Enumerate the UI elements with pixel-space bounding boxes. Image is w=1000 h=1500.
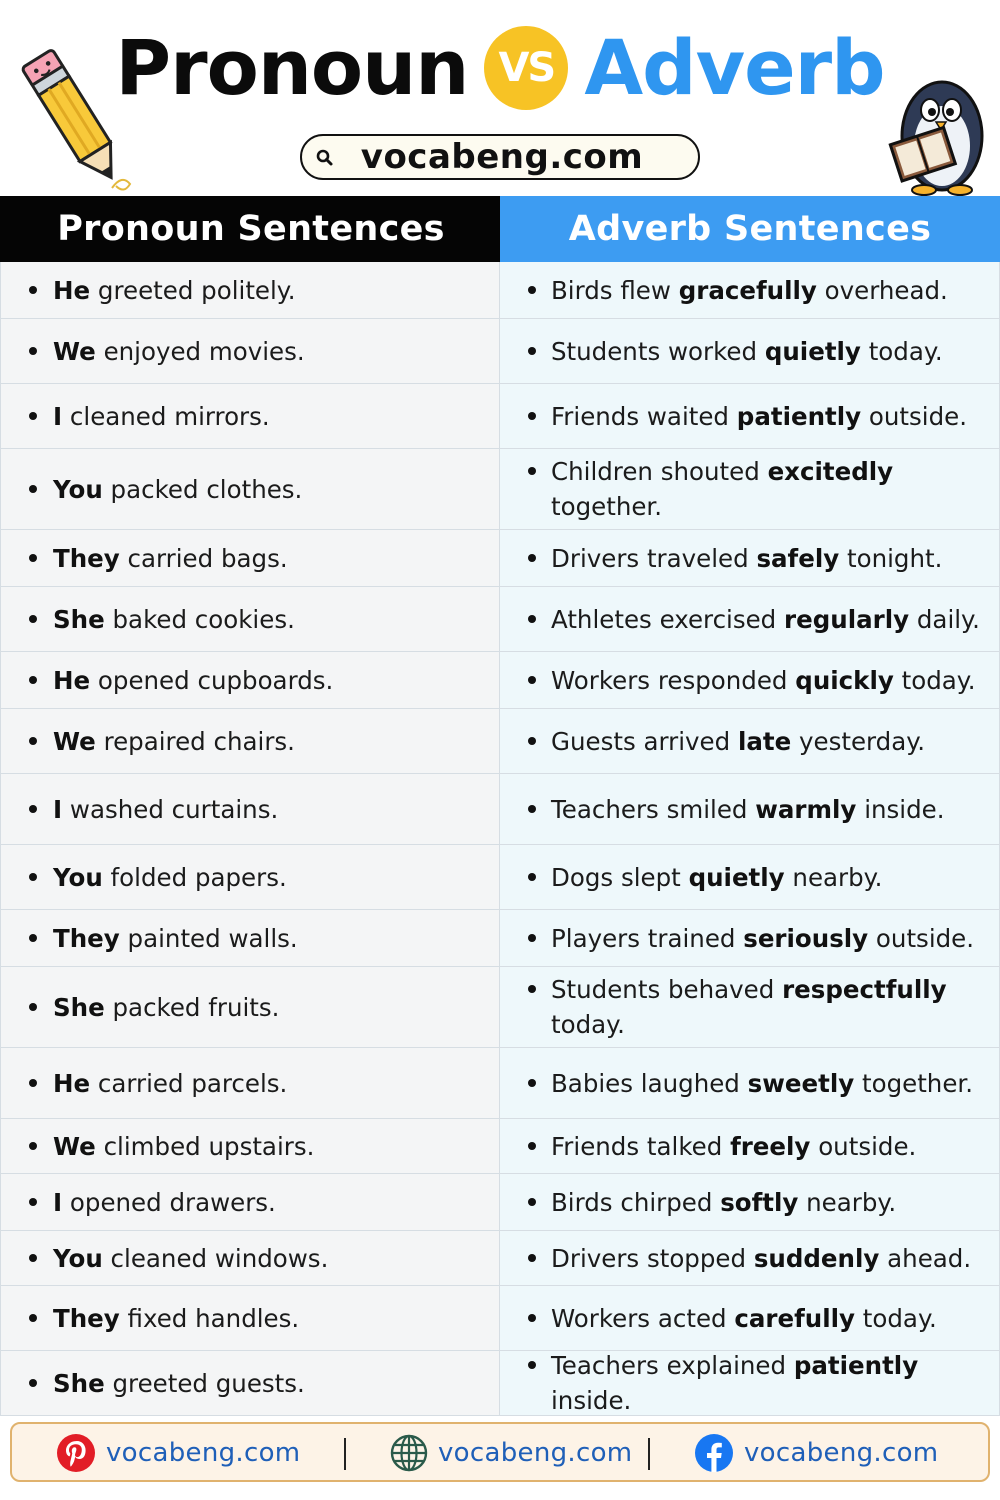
adverb-word: quietly (688, 862, 785, 892)
pronoun-word: He (53, 1068, 91, 1098)
adverb-sentence-cell (500, 967, 1000, 1047)
adverb-sentence-end: outside. (810, 1131, 917, 1161)
pronoun-sentence-text (53, 1366, 305, 1401)
title-pronoun: Pronoun (115, 23, 469, 112)
pronoun-sentence-cell (0, 384, 500, 448)
pronoun-word: I (53, 401, 63, 431)
adverb-sentence-cell (500, 1231, 1000, 1285)
table-row (0, 1231, 1000, 1286)
pronoun-sentence-rest: packed fruits. (104, 992, 280, 1022)
title-adverb: Adverb (584, 23, 885, 112)
adverb-sentence-text (551, 1185, 896, 1220)
adverb-sentence-end: together. (854, 1068, 974, 1098)
adverb-sentence-start: Students worked (551, 336, 765, 366)
adverb-word: quietly (764, 336, 861, 366)
pronoun-word: They (53, 923, 120, 953)
adverb-sentence-cell (500, 845, 1000, 909)
pronoun-sentence-text (53, 1129, 314, 1164)
pronoun-sentence-rest: greeted guests. (104, 1368, 305, 1398)
adverb-sentence-cell (500, 1119, 1000, 1173)
pronoun-sentence-rest: enjoyed movies. (95, 336, 305, 366)
pronoun-word: He (53, 665, 91, 695)
table-row (0, 319, 1000, 384)
adverb-sentence-cell (500, 530, 1000, 586)
globe-icon (390, 1434, 428, 1472)
pronoun-word: We (53, 336, 96, 366)
adverb-sentence-text (551, 972, 991, 1042)
pronoun-sentence-text (53, 1185, 276, 1220)
pronoun-word: They (53, 1303, 120, 1333)
adverb-sentence-start: Students behaved (551, 975, 783, 1004)
adverb-sentence-text (551, 792, 945, 827)
adverb-sentence-end: ahead. (879, 1243, 972, 1273)
pronoun-word: I (53, 1187, 63, 1217)
pronoun-sentence-cell (0, 1048, 500, 1118)
pronoun-word: She (53, 604, 105, 634)
adverb-sentence-text (551, 1301, 937, 1336)
adverb-sentence-start: Drivers stopped (551, 1243, 754, 1273)
adverb-sentence-start: Birds chirped (551, 1187, 721, 1217)
table-row (0, 587, 1000, 652)
adverb-word: sweetly (747, 1068, 855, 1098)
footer-web-link[interactable] (390, 1434, 632, 1472)
facebook-icon (694, 1433, 734, 1473)
adverb-word: excitedly (767, 457, 894, 486)
page-header (0, 0, 1000, 196)
table-row (0, 652, 1000, 709)
adverb-sentence-start: Drivers traveled (551, 543, 757, 573)
pronoun-sentence-text (53, 1301, 299, 1336)
adverb-word: seriously (743, 923, 869, 953)
pronoun-sentence-rest: carried bags. (119, 543, 288, 573)
footer-pinterest-link[interactable] (56, 1434, 300, 1472)
adverb-sentence-end: daily. (909, 604, 980, 634)
adverb-sentence-text (551, 541, 942, 576)
pronoun-word: You (53, 1243, 103, 1273)
adverb-word: regularly (784, 604, 910, 634)
table-row (0, 845, 1000, 910)
pronoun-sentence-rest: repaired chairs. (95, 726, 295, 756)
pronoun-word: We (53, 726, 96, 756)
pronoun-sentence-rest: cleaned windows. (102, 1243, 329, 1273)
table-row (0, 910, 1000, 967)
adverb-word: patiently (793, 1351, 919, 1380)
adverb-sentence-start: Guests arrived (551, 726, 738, 756)
adverb-word: late (737, 726, 792, 756)
adverb-sentence-cell (500, 587, 1000, 651)
adverb-sentence-text (551, 1129, 916, 1164)
adverb-sentence-text (551, 860, 882, 895)
vs-badge: VS (484, 26, 568, 110)
adverb-sentence-start: Friends waited (551, 401, 737, 431)
footer-facebook-text: vocabeng.com (744, 1438, 939, 1468)
adverb-sentence-end: today. (893, 665, 976, 695)
adverb-word: warmly (755, 794, 857, 824)
adverb-sentence-text (551, 1241, 971, 1276)
pronoun-sentence-text (53, 602, 295, 637)
adverb-word: safely (756, 543, 840, 573)
pronoun-word: She (53, 1368, 105, 1398)
table-row (0, 530, 1000, 587)
pronoun-sentence-rest: washed curtains. (62, 794, 279, 824)
adverb-sentence-cell (500, 1174, 1000, 1230)
adverb-sentence-start: Players trained (551, 923, 744, 953)
adverb-sentence-end: today. (855, 1303, 937, 1333)
pronoun-sentence-text (53, 472, 302, 507)
pronoun-word: They (53, 543, 120, 573)
pronoun-word: I (53, 794, 63, 824)
table-row (0, 1174, 1000, 1231)
adverb-sentence-cell (500, 910, 1000, 966)
pronoun-sentence-rest: opened drawers. (62, 1187, 276, 1217)
adverb-sentence-cell (500, 449, 1000, 529)
table-row (0, 967, 1000, 1048)
pronoun-sentence-rest: painted walls. (119, 923, 298, 953)
pronoun-sentence-cell (0, 845, 500, 909)
pronoun-sentence-text (53, 724, 295, 759)
pronoun-sentence-rest: opened cupboards. (90, 665, 334, 695)
pronoun-sentence-rest: climbed upstairs. (95, 1131, 315, 1161)
pronoun-sentence-text (53, 921, 298, 956)
adverb-word: freely (730, 1131, 811, 1161)
pronoun-sentence-text (53, 1241, 328, 1276)
adverb-sentence-cell (500, 652, 1000, 708)
column-header-pronoun: Pronoun Sentences (0, 196, 500, 262)
penguin-reading-icon (880, 66, 992, 196)
adverb-sentence-text (551, 724, 925, 759)
adverb-sentence-cell (500, 319, 1000, 383)
search-icon (314, 147, 336, 169)
adverb-sentence-text (551, 663, 976, 698)
pronoun-word: She (53, 992, 105, 1022)
pronoun-sentence-cell (0, 910, 500, 966)
adverb-sentence-end: inside. (856, 794, 945, 824)
site-search-pill[interactable] (300, 134, 700, 180)
adverb-sentence-start: Children shouted (551, 457, 768, 486)
adverb-sentence-end: today. (860, 336, 943, 366)
pronoun-sentence-cell (0, 774, 500, 844)
adverb-sentence-start: Babies laughed (551, 1068, 748, 1098)
adverb-sentence-end: today. (551, 975, 955, 1039)
adverb-sentence-start: Teachers explained (551, 1351, 794, 1380)
pronoun-sentence-cell (0, 587, 500, 651)
pronoun-sentence-cell (0, 1174, 500, 1230)
adverb-sentence-end: inside. (551, 1351, 926, 1415)
adverb-sentence-cell (500, 774, 1000, 844)
footer-web-text: vocabeng.com (438, 1438, 633, 1468)
footer-separator (344, 1438, 346, 1470)
pronoun-sentence-text (53, 792, 278, 827)
table-row (0, 384, 1000, 449)
adverb-sentence-text (551, 273, 948, 308)
adverb-sentence-end: nearby. (798, 1187, 897, 1217)
adverb-sentence-end: tonight. (839, 543, 943, 573)
pronoun-sentence-cell (0, 262, 500, 318)
title-row (0, 22, 1000, 114)
adverb-sentence-end: yesterday. (791, 726, 926, 756)
adverb-sentence-cell (500, 1351, 1000, 1415)
pronoun-word: You (53, 862, 103, 892)
pronoun-sentence-text (53, 399, 270, 434)
pronoun-sentence-cell (0, 652, 500, 708)
adverb-sentence-text (551, 1066, 973, 1101)
pronoun-sentence-text (53, 334, 305, 369)
pronoun-sentence-cell (0, 1351, 500, 1415)
pronoun-sentence-text (53, 1066, 287, 1101)
adverb-sentence-start: Dogs slept (551, 862, 689, 892)
table-header (0, 196, 1000, 262)
table-row (0, 1351, 1000, 1416)
table-row (0, 262, 1000, 319)
pronoun-sentence-cell (0, 1286, 500, 1350)
table-row (0, 1286, 1000, 1351)
pronoun-sentence-text (53, 990, 279, 1025)
site-url-text: vocabeng.com (360, 137, 644, 177)
adverb-sentence-text (551, 454, 991, 524)
adverb-sentence-end: together. (551, 457, 901, 521)
footer-bar (10, 1422, 990, 1482)
pronoun-sentence-text (53, 541, 288, 576)
adverb-sentence-text (551, 602, 980, 637)
adverb-word: quickly (795, 665, 894, 695)
adverb-sentence-cell (500, 1048, 1000, 1118)
comparison-table (0, 196, 1000, 1416)
adverb-word: gracefully (678, 275, 817, 305)
pronoun-sentence-rest: packed clothes. (102, 474, 303, 504)
pronoun-sentence-cell (0, 709, 500, 773)
footer-facebook-link[interactable] (694, 1434, 938, 1472)
adverb-sentence-cell (500, 384, 1000, 448)
adverb-sentence-cell (500, 1286, 1000, 1350)
pronoun-sentence-rest: greeted politely. (90, 275, 296, 305)
adverb-sentence-end: nearby. (784, 862, 883, 892)
footer-pinterest-text: vocabeng.com (106, 1438, 301, 1468)
adverb-word: respectfully (782, 975, 947, 1004)
pronoun-word: We (53, 1131, 96, 1161)
pronoun-sentence-text (53, 273, 296, 308)
pronoun-sentence-cell (0, 1231, 500, 1285)
adverb-sentence-start: Birds flew (551, 275, 679, 305)
pronoun-sentence-cell (0, 967, 500, 1047)
pronoun-sentence-rest: fixed handles. (119, 1303, 300, 1333)
pronoun-word: You (53, 474, 103, 504)
adverb-sentence-start: Athletes exercised (551, 604, 785, 634)
adverb-word: carefully (734, 1303, 855, 1333)
pronoun-sentence-text (53, 860, 287, 895)
pronoun-sentence-rest: cleaned mirrors. (62, 401, 270, 431)
pronoun-sentence-rest: carried parcels. (90, 1068, 288, 1098)
adverb-sentence-end: overhead. (816, 275, 948, 305)
pinterest-icon (56, 1433, 96, 1473)
pronoun-sentence-rest: folded papers. (102, 862, 287, 892)
table-row (0, 774, 1000, 845)
adverb-word: suddenly (753, 1243, 880, 1273)
pronoun-sentence-cell (0, 530, 500, 586)
table-row (0, 1048, 1000, 1119)
pronoun-sentence-rest: baked cookies. (104, 604, 295, 634)
column-header-adverb: Adverb Sentences (500, 196, 1000, 262)
adverb-sentence-cell (500, 262, 1000, 318)
adverb-sentence-start: Workers acted (551, 1303, 735, 1333)
adverb-sentence-cell (500, 709, 1000, 773)
adverb-sentence-text (551, 399, 967, 434)
footer-separator (648, 1438, 650, 1470)
pronoun-sentence-text (53, 663, 333, 698)
pronoun-word: He (53, 275, 91, 305)
adverb-sentence-end: outside. (868, 923, 975, 953)
adverb-sentence-start: Friends talked (551, 1131, 731, 1161)
adverb-sentence-start: Teachers smiled (551, 794, 756, 824)
table-row (0, 449, 1000, 530)
adverb-sentence-start: Workers responded (551, 665, 796, 695)
pronoun-sentence-cell (0, 449, 500, 529)
adverb-sentence-text (551, 921, 974, 956)
adverb-sentence-end: outside. (861, 401, 968, 431)
adverb-sentence-text (551, 334, 943, 369)
pronoun-sentence-cell (0, 319, 500, 383)
table-row (0, 709, 1000, 774)
adverb-word: patiently (736, 401, 862, 431)
table-row (0, 1119, 1000, 1174)
adverb-word: softly (720, 1187, 799, 1217)
adverb-sentence-text (551, 1348, 991, 1418)
table-body (0, 262, 1000, 1416)
pronoun-sentence-cell (0, 1119, 500, 1173)
